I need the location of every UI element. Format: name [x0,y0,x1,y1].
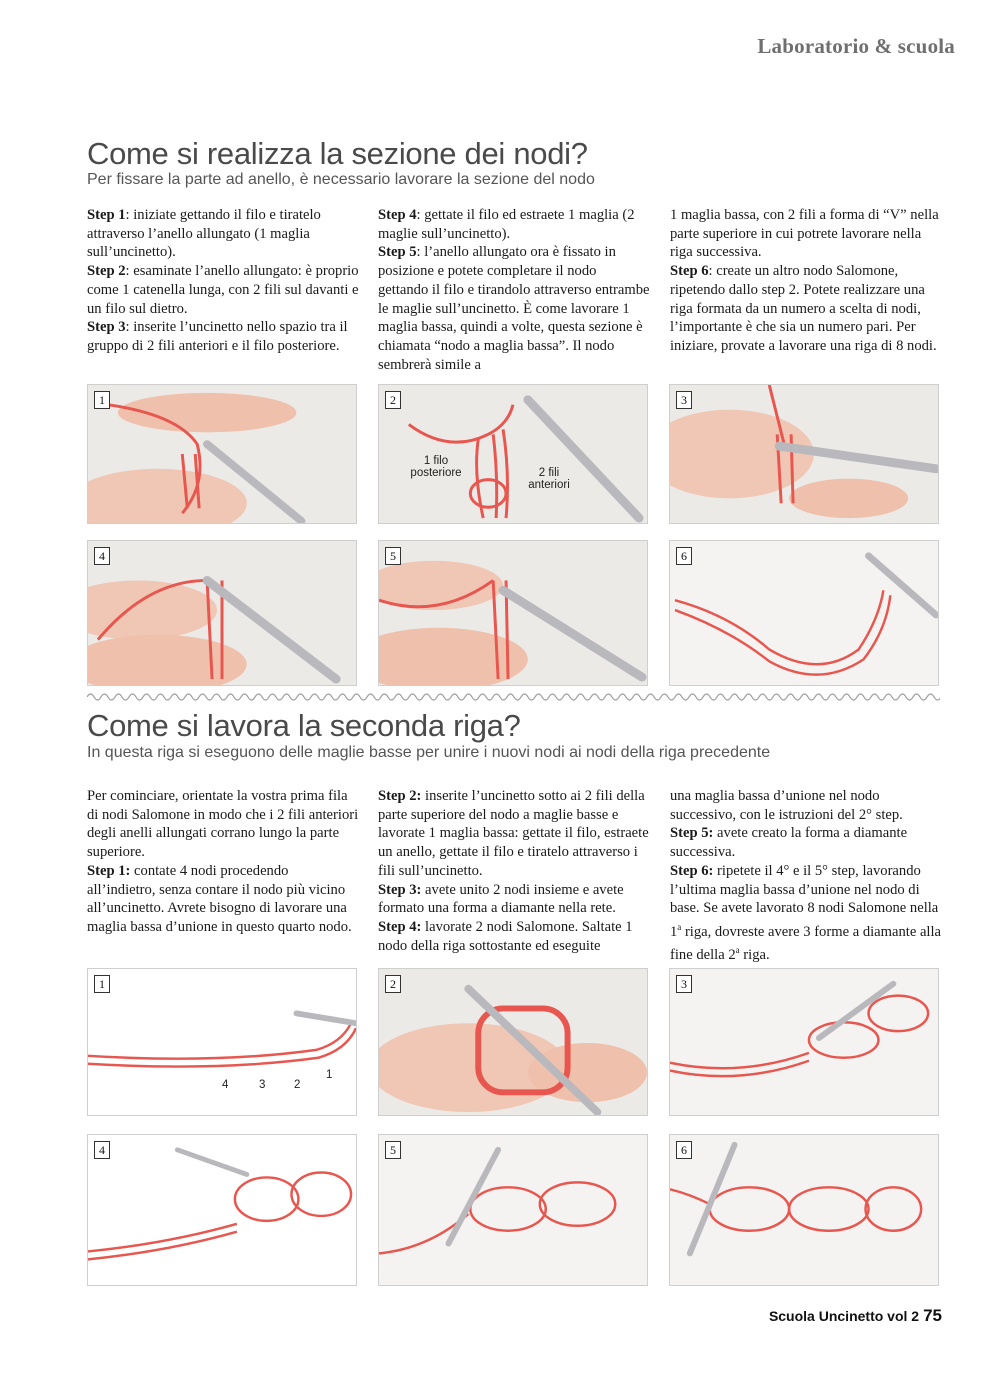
page-number: 75 [923,1306,942,1325]
photo-illustration [670,1135,938,1285]
section-header: Laboratorio & scuola [757,34,955,58]
section2-column-2 [378,787,650,955]
section1-photo-1 [87,384,357,524]
step-number-badge: 3 [676,975,692,993]
step-number-badge: 5 [385,1141,401,1159]
photo-illustration [670,541,938,685]
step-1-text: Step 1: iniziate gettando il filo e tiratelo attraverso l’anello allungato (1 maglia sull’uncinetto). [87,207,321,261]
photo-illustration [670,385,938,523]
photo-illustration [88,1135,356,1285]
step-number-badge: 6 [676,1141,692,1159]
photo-illustration [88,385,356,523]
section1-photo-3 [669,384,939,524]
step-4-text: Step 4: gettate il filo ed estraete 1 maglia (2 maglie sull’uncinetto). [378,207,635,242]
photo-illustration [88,541,356,685]
step-5-text: Step 5: avete creato la forma a diamante successiva. [670,825,908,861]
section1-photo-5 [378,540,648,686]
page-footer [769,1306,942,1326]
section2-title: Come si lavora la seconda riga? [87,708,521,743]
section1-photo-4 [87,540,357,686]
section2-photo-4 [87,1134,357,1286]
step-number-badge: 3 [676,391,692,409]
node-count-1: 1 [326,1069,333,1081]
section2-photo-5 [378,1134,648,1286]
step-5-text: Step 5: l’anello allungato ora è fissato in posizione e potete completare il nodo gettando il filo e tirandolo attraverso entrambe le maglie sull’uncinetto. È come lavorare 1 maglia bassa, quindi a volte, questa sezione è chiamata “nodo a maglia bassa”. Il nodo sembrerà simile a [378,244,650,373]
section2-column-3 [670,787,942,965]
intro-text: Per cominciare, orientate la vostra prima fila di nodi Salomone in modo che i 2 fili anteriori degli anelli allungati corrano lungo la parte superiore. [87,788,359,861]
step-4-text: Step 4: lavorate 2 nodi Salomone. Saltate 1 nodo della riga sottostante ed eseguite [378,918,633,954]
node-count-4: 4 [222,1079,229,1091]
step-number-badge: 4 [94,547,110,565]
section2-photo-6 [669,1134,939,1286]
photo-illustration [379,385,647,523]
node-count-3: 3 [259,1079,266,1091]
section-divider [87,690,940,704]
section1-subtitle: Per fissare la parte ad anello, è necessario lavorare la sezione del nodo [87,171,595,188]
step-6-text: Step 6: create un altro nodo Salomone, ripetendo dallo step 2. Potete realizzare una riga formata da un numero a scelta di nodi, l’importante è che sia un numero pari. Per iniziare, provate a lavorare una riga di 8 nodi. [670,263,937,354]
step-number-badge: 1 [94,391,110,409]
step-number-badge: 5 [385,547,401,565]
step-3-text: Step 3: avete unito 2 nodi insieme e avete formato una forma a diamante nella rete. [378,881,624,917]
step-3-text: Step 3: inserite l’uncinetto nello spazio tra il gruppo di 2 fili anteriori e il filo posteriore. [87,319,348,354]
section2-subtitle: In questa riga si eseguono delle maglie basse per unire i nuovi nodi ai nodi della riga precedente [87,744,771,761]
step-2-text: Step 2: inserite l’uncinetto sotto ai 2 fili della parte superiore del nodo a maglie basse e lavorate 1 maglia bassa: gettate il filo, estraete un anello, gettate il filo e tiratelo attraverso i fili sull’uncinetto. [378,788,649,879]
section2-column-1 [87,787,359,937]
step-number-badge: 6 [676,547,692,565]
label-front-strands: 2 fili anteriori [528,467,570,491]
section2-photo-3 [669,968,939,1116]
section2-photo-1 [87,968,357,1116]
step-5-continued: 1 maglia bassa, con 2 fili a forma di “V” nella parte superiore in cui potrete lavorare nella riga successiva. [670,207,939,261]
step-number-badge: 2 [385,391,401,409]
step-1-text: Step 1: contate 4 nodi procedendo all’indietro, senza contare il nodo più vicino all’uncinetto. Avrete bisogno di lavorare una maglia bassa d’unione in questo quarto nodo. [87,862,352,935]
section2-photo-2 [378,968,648,1116]
node-count-2: 2 [294,1079,301,1091]
photo-illustration [670,969,938,1115]
photo-illustration [379,541,647,685]
step-2-text: Step 2: esaminate l’anello allungato: è proprio come 1 catenella lunga, con 2 fili sul davanti e un filo sul dietro. [87,263,359,317]
section1-column-1 [87,206,359,356]
step-4-continued: una maglia bassa d’unione nel nodo successivo, con le istruzioni del 2° step. [670,788,903,823]
section1-title: Come si realizza la sezione dei nodi? [87,136,588,171]
step-number-badge: 1 [94,975,110,993]
step-number-badge: 4 [94,1141,110,1159]
photo-illustration [379,969,647,1115]
section1-column-3 [670,206,942,356]
photo-illustration [379,1135,647,1285]
section1-column-2 [378,206,650,374]
magazine-title: Scuola Uncinetto vol 2 [768,1308,920,1324]
step-number-badge: 2 [385,975,401,993]
label-back-strand: 1 filo posteriore [410,455,462,479]
section1-photo-2 [378,384,648,524]
section1-photo-6 [669,540,939,686]
photo-illustration [88,969,356,1115]
step-6-text: Step 6: ripetete il 4° e il 5° step, lavorando l’ultima maglia bassa d’unione nel nodo di base. Se avete lavorato 8 nodi Salomone nella 1$^a$ riga, dovreste avere 3 forme a diamante alla fine della 2$^a$ riga. [670,862,942,964]
